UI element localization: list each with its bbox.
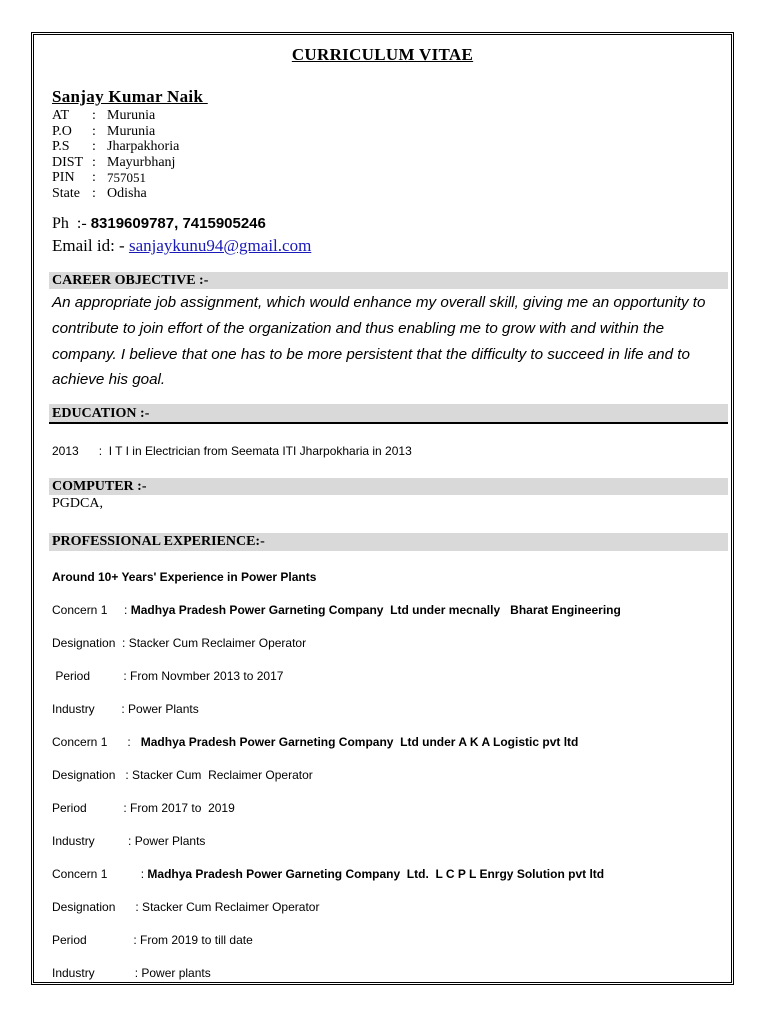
address-key: PIN <box>52 170 75 186</box>
address-key: DIST <box>52 154 84 170</box>
designation-row <box>52 900 319 914</box>
concern-label: Concern 1 <box>52 603 108 617</box>
designation-label: Designation <box>52 636 116 650</box>
section-professional-experience: PROFESSIONAL EXPERIENCE:- <box>49 533 728 551</box>
address-row-pin <box>52 170 179 186</box>
address-separator: : <box>92 139 96 155</box>
section-computer: COMPUTER :- <box>49 478 728 495</box>
address-separator: : <box>92 185 96 201</box>
objective-text: An appropriate job assignment, which would enhance my overall skill, giving me an opportunity to contribute to join effort of the organization and thus enabling me to grow with and within the company. I believe that one has to be more persistent that the difficulty to succeed in life and to achieve his goal. <box>52 294 706 389</box>
experience-summary: Around 10+ Years' Experience in Power Plants <box>52 570 317 584</box>
industry-value: : Power plants <box>134 966 211 980</box>
concern-separator: : <box>127 735 131 749</box>
phone-label: Ph <box>52 215 69 232</box>
email-link[interactable]: sanjaykunu94@gmail.com <box>128 236 312 255</box>
address-value: Jharpakhoria <box>107 139 180 155</box>
resume-page <box>31 32 734 985</box>
industry-label: Industry <box>52 966 95 980</box>
industry-row <box>52 702 199 716</box>
address-value: Odisha <box>107 185 147 201</box>
period-row <box>52 669 283 683</box>
period-label: Period <box>52 801 87 815</box>
education-text: : I T I in Electrician from Seemata ITI Jharpokharia in 2013 <box>98 444 412 458</box>
education-year: 2013 <box>52 444 79 458</box>
email-line <box>52 236 311 256</box>
concern-value: Madhya Pradesh Power Garneting Company Ltd under A K A Logistic pvt ltd <box>140 735 579 749</box>
address-separator: : <box>92 108 96 123</box>
email-label: Email id: - <box>52 236 129 255</box>
period-label: Period <box>52 933 87 947</box>
address-separator: : <box>92 123 96 139</box>
period-label: Period <box>52 669 91 683</box>
industry-value: : Power Plants <box>128 834 206 848</box>
phone-numbers: 8319609787, 7415905246 <box>90 215 266 232</box>
section-career-objective: CAREER OBJECTIVE :- <box>49 272 728 289</box>
education-entry <box>52 444 412 458</box>
candidate-name: Sanjay Kumar Naik <box>52 87 208 106</box>
period-value: : From Novmber 2013 to 2017 <box>123 669 284 683</box>
concern-value: Madhya Pradesh Power Garneting Company Ltd under mecnally Bharat Engineering <box>130 603 621 617</box>
concern-separator: : <box>124 603 128 617</box>
address-row-dist <box>52 155 179 171</box>
address-value: 757051 <box>107 170 146 186</box>
address-key: AT <box>52 108 70 123</box>
address-value: Mayurbhanj <box>107 154 176 170</box>
concern-row <box>52 735 578 749</box>
address-separator: : <box>92 154 96 170</box>
industry-label: Industry <box>52 702 95 716</box>
address-value: Murunia <box>107 108 156 123</box>
period-row <box>52 933 253 947</box>
period-value: : From 2017 to 2019 <box>123 801 235 815</box>
address-block <box>52 108 179 202</box>
industry-value: : Power Plants <box>121 702 199 716</box>
address-key: P.O <box>52 123 72 139</box>
industry-row <box>52 834 205 848</box>
section-education: EDUCATION :- <box>49 404 728 424</box>
designation-value: : Stacker Cum Reclaimer Operator <box>122 636 307 650</box>
address-row-ps <box>52 139 179 155</box>
concern-row <box>52 867 604 881</box>
address-value: Murunia <box>107 123 156 139</box>
concern-row <box>52 603 621 617</box>
designation-label: Designation <box>52 768 116 782</box>
phone-separator: :- <box>76 215 87 232</box>
designation-label: Designation <box>52 900 116 914</box>
concern-label: Concern 1 <box>52 735 108 749</box>
period-value: : From 2019 to till date <box>133 933 253 947</box>
industry-row <box>52 966 211 980</box>
address-row-state <box>52 186 179 202</box>
address-key: State <box>52 185 80 201</box>
period-row <box>52 801 235 815</box>
industry-label: Industry <box>52 834 95 848</box>
address-separator: : <box>92 170 96 186</box>
page-title: CURRICULUM VITAE <box>291 45 474 64</box>
designation-row <box>52 768 313 782</box>
address-row-at <box>52 108 179 124</box>
designation-value: : Stacker Cum Reclaimer Operator <box>135 900 320 914</box>
computer-skill: PGDCA, <box>52 496 103 511</box>
address-row-po <box>52 124 179 140</box>
concern-value: Madhya Pradesh Power Garneting Company Ltd. L C P L Enrgy Solution pvt ltd <box>147 867 605 881</box>
designation-row <box>52 636 306 650</box>
phone-line <box>52 215 266 233</box>
address-key: P.S <box>52 139 70 155</box>
concern-separator: : <box>140 867 145 881</box>
concern-label: Concern 1 <box>52 867 108 881</box>
designation-value: : Stacker Cum Reclaimer Operator <box>125 768 313 782</box>
